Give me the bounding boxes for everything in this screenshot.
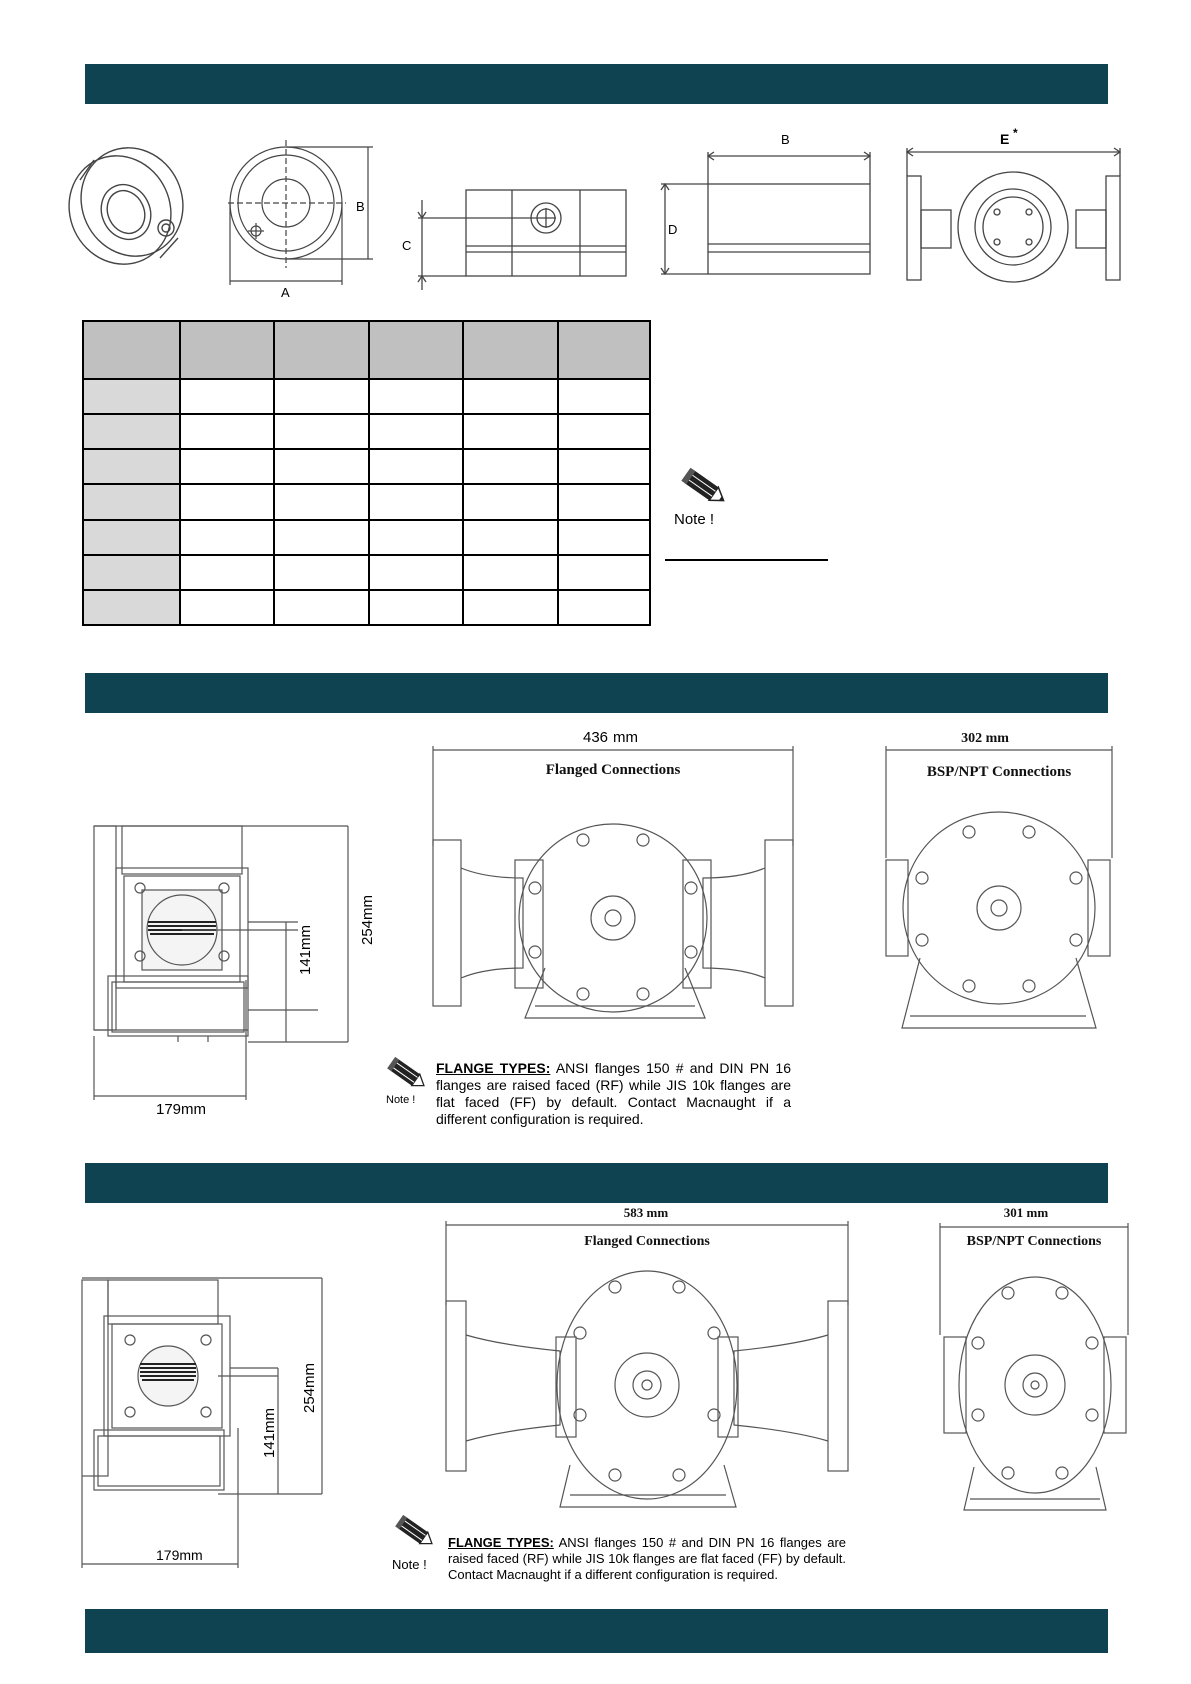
section-band-1 bbox=[85, 64, 1108, 104]
section2-note-label: Note ! bbox=[386, 1094, 416, 1106]
table-cell bbox=[463, 590, 558, 625]
dim-label-b-top: B bbox=[781, 132, 790, 147]
table-row-label-cell bbox=[83, 520, 180, 555]
table-row bbox=[83, 484, 650, 519]
table-cell bbox=[558, 520, 650, 555]
meter-side-view-drawing bbox=[398, 190, 638, 300]
section2-note-body: ANSI flanges 150 # and DIN PN 16 flanges are raised faced (RF) while JIS 10k flanges are flat faced (FF) by default. Contact Macnaught if a different configuration is required. bbox=[436, 1060, 791, 1127]
section2-height-total: 254mm bbox=[359, 894, 376, 946]
section2-note-pencil-icon bbox=[380, 1058, 430, 1106]
section2-note-text bbox=[436, 1060, 791, 1128]
table-row-label-cell bbox=[83, 590, 180, 625]
table-cell bbox=[463, 555, 558, 590]
section-band-4 bbox=[85, 1609, 1108, 1653]
section2-bsp-title: BSP/NPT Connections bbox=[926, 764, 1072, 780]
dim-label-d: D bbox=[668, 222, 678, 237]
table-cell bbox=[558, 414, 650, 449]
table-cell bbox=[558, 379, 650, 414]
section2-flanged-title: Flanged Connections bbox=[545, 762, 681, 778]
table-row bbox=[83, 520, 650, 555]
table-cell bbox=[180, 484, 274, 519]
table-row bbox=[83, 449, 650, 484]
table-cell bbox=[463, 379, 558, 414]
table-cell bbox=[83, 321, 180, 379]
section3-note-pencil-icon bbox=[388, 1516, 438, 1574]
table-cell bbox=[180, 414, 274, 449]
table-cell bbox=[463, 520, 558, 555]
section3-height-center: 141mm bbox=[261, 1407, 278, 1459]
table-cell bbox=[180, 590, 274, 625]
section3-side-view-drawing bbox=[78, 1268, 328, 1573]
meter-front-view-drawing bbox=[228, 140, 398, 300]
table-cell bbox=[558, 449, 650, 484]
section3-flanged-width: 583 mm bbox=[623, 1205, 669, 1220]
section-band-2 bbox=[85, 673, 1108, 713]
table-cell bbox=[274, 590, 369, 625]
table-header-row bbox=[83, 321, 650, 379]
dim-label-a: A bbox=[281, 285, 290, 300]
table-cell bbox=[180, 379, 274, 414]
table-cell bbox=[463, 449, 558, 484]
table-row bbox=[83, 414, 650, 449]
table-row-label-cell bbox=[83, 379, 180, 414]
table-row bbox=[83, 555, 650, 590]
table-cell bbox=[180, 321, 274, 379]
table-cell bbox=[369, 321, 463, 379]
section3-note-text bbox=[448, 1535, 846, 1583]
section-band-3 bbox=[85, 1163, 1108, 1203]
table-cell bbox=[180, 555, 274, 590]
table-cell bbox=[558, 321, 650, 379]
section3-note-label: Note ! bbox=[392, 1557, 427, 1572]
note-underline bbox=[665, 559, 828, 561]
table-row-label-cell bbox=[83, 414, 180, 449]
table-cell bbox=[369, 484, 463, 519]
table-cell bbox=[274, 555, 369, 590]
section3-height-total: 254mm bbox=[301, 1362, 318, 1414]
table-cell bbox=[463, 321, 558, 379]
note-pencil-icon bbox=[670, 465, 730, 527]
meter-flanged-view-drawing bbox=[895, 128, 1135, 288]
section2-note-title: FLANGE TYPES: bbox=[436, 1060, 551, 1076]
table-row-label-cell bbox=[83, 555, 180, 590]
section2-bsp-width: 302 mm bbox=[961, 731, 1009, 746]
dimension-table bbox=[82, 320, 651, 626]
table-cell bbox=[180, 449, 274, 484]
dim-label-c: C bbox=[402, 238, 412, 253]
section3-bsp-title: BSP/NPT Connections bbox=[966, 1234, 1102, 1249]
table-cell bbox=[558, 590, 650, 625]
table-cell bbox=[274, 449, 369, 484]
table-row bbox=[83, 590, 650, 625]
dim-label-e-star: * bbox=[1013, 126, 1018, 140]
section3-bsp-width: 301 mm bbox=[1003, 1205, 1049, 1220]
section3-flanged-drawing bbox=[440, 1205, 860, 1525]
table-cell bbox=[558, 484, 650, 519]
section2-side-width: 179mm bbox=[156, 1101, 207, 1118]
table-cell bbox=[369, 379, 463, 414]
section3-side-width: 179mm bbox=[156, 1547, 203, 1563]
meter-top-view-drawing bbox=[655, 132, 880, 292]
section2-height-center: 141mm bbox=[297, 924, 314, 976]
section3-bsp-drawing bbox=[934, 1205, 1134, 1525]
table-cell bbox=[274, 379, 369, 414]
section2-flanged-width-unit: mm bbox=[613, 729, 638, 746]
table-row bbox=[83, 379, 650, 414]
table-row-label-cell bbox=[83, 484, 180, 519]
table-cell bbox=[463, 414, 558, 449]
section3-note-body: ANSI flanges 150 # and DIN PN 16 flanges are raised faced (RF) while JIS 10k flanges are flat faced (FF) by default. Contact Macnaught if a different configuration is required. bbox=[448, 1535, 846, 1582]
section2-flanged-drawing bbox=[415, 728, 810, 1048]
table-cell bbox=[274, 484, 369, 519]
note-label: Note ! bbox=[674, 511, 715, 528]
table-cell bbox=[369, 414, 463, 449]
section2-flanged-width-value: 436 bbox=[583, 729, 609, 746]
table-cell bbox=[463, 484, 558, 519]
dim-label-b-front: B bbox=[356, 199, 365, 214]
table-cell bbox=[558, 555, 650, 590]
table-cell bbox=[274, 520, 369, 555]
section3-flanged-title: Flanged Connections bbox=[584, 1234, 710, 1249]
section3-note-title: FLANGE TYPES: bbox=[448, 1535, 554, 1550]
table-cell bbox=[180, 520, 274, 555]
dim-label-e: E bbox=[1000, 131, 1010, 147]
table-cell bbox=[369, 449, 463, 484]
table-cell bbox=[274, 321, 369, 379]
meter-isometric-drawing bbox=[60, 140, 200, 270]
table-cell bbox=[369, 590, 463, 625]
table-cell bbox=[274, 414, 369, 449]
section2-side-view-drawing bbox=[88, 820, 378, 1120]
table-row-label-cell bbox=[83, 449, 180, 484]
table-cell bbox=[369, 520, 463, 555]
table-cell bbox=[369, 555, 463, 590]
section2-bsp-drawing bbox=[880, 728, 1120, 1038]
